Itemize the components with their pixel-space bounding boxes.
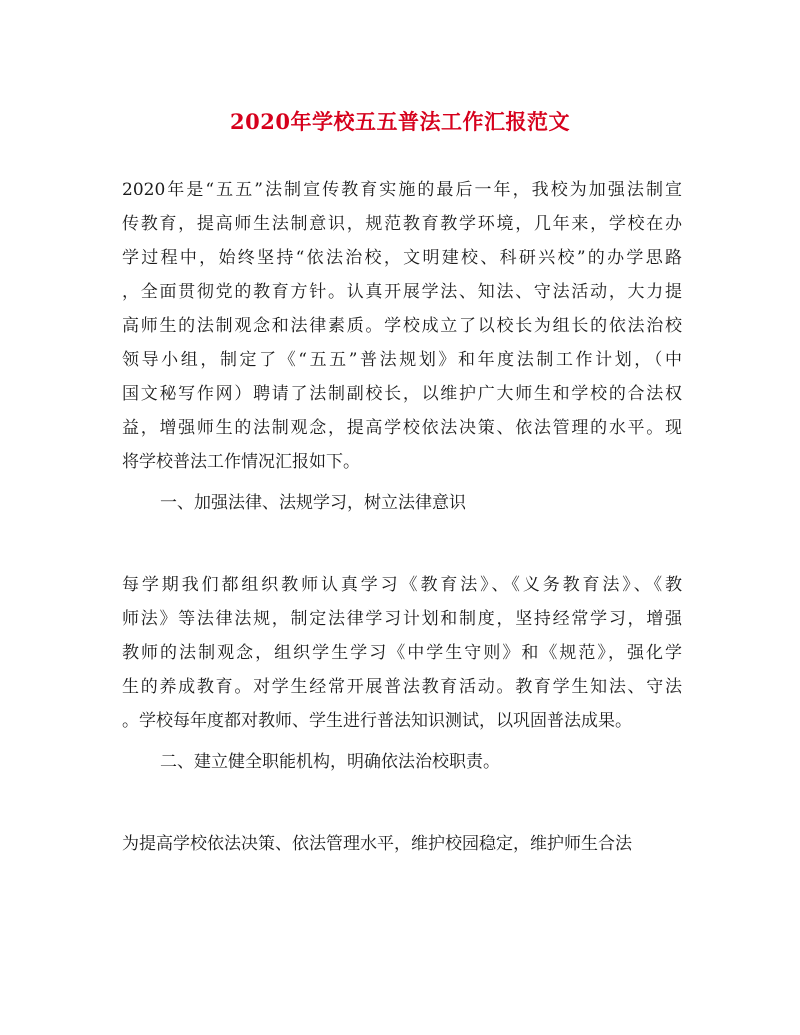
paragraph-1-line-6: 领导小组，制定了《“五五”普法规划》和年度法制工作计划，（中 (122, 350, 682, 370)
section-heading-2: 二、建立健全职能机构，明确依法治校职责。 (160, 752, 500, 772)
paragraph-2-line-4: 生的养成教育。对学生经常开展普法教育活动。教育学生知法、守法 (122, 677, 682, 697)
paragraph-1-line-9: 将学校普法工作情况汇报如下。 (122, 452, 360, 472)
paragraph-2-line-3: 教师的法制观念，组织学生学习《中学生守则》和《规范》，强化学 (122, 643, 682, 663)
paragraph-2-line-5: 。学校每年度都对教师、学生进行普法知识测试，以巩固普法成果。 (122, 711, 632, 731)
paragraph-1-line-1: 2020年是“五五”法制宣传教育实施的最后一年，我校为加强法制宣 (122, 180, 682, 200)
paragraph-1-line-5: 高师生的法制观念和法律素质。学校成立了以校长为组长的依法治校 (122, 316, 682, 336)
paragraph-1-line-3: 学过程中，始终坚持“依法治校，文明建校、科研兴校”的办学思路 (122, 248, 682, 268)
paragraph-3-line-1: 为提高学校依法决策、依法管理水平，维护校园稳定，维护师生合法 (122, 834, 632, 854)
paragraph-2-line-1: 每学期我们都组织教师认真学习《教育法》、《义务教育法》、《教 (122, 575, 682, 595)
paragraph-1-line-7: 国文秘写作网）聘请了法制副校长，以维护广大师生和学校的合法权 (122, 384, 682, 404)
paragraph-1-line-2: 传教育，提高师生法制意识，规范教育教学环境，几年来，学校在办 (122, 214, 682, 234)
document-title: 2020年学校五五普法工作汇报范文 (230, 109, 570, 134)
paragraph-1-line-8: 益，增强师生的法制观念，提高学校依法决策、依法管理的水平。现 (122, 418, 682, 438)
paragraph-1-line-4: ，全面贯彻党的教育方针。认真开展学法、知法、守法活动，大力提 (122, 282, 682, 302)
paragraph-2-line-2: 师法》等法律法规，制定法律学习计划和制度，坚持经常学习，增强 (122, 609, 682, 629)
section-heading-1: 一、加强法律、法规学习，树立法律意识 (160, 493, 466, 513)
